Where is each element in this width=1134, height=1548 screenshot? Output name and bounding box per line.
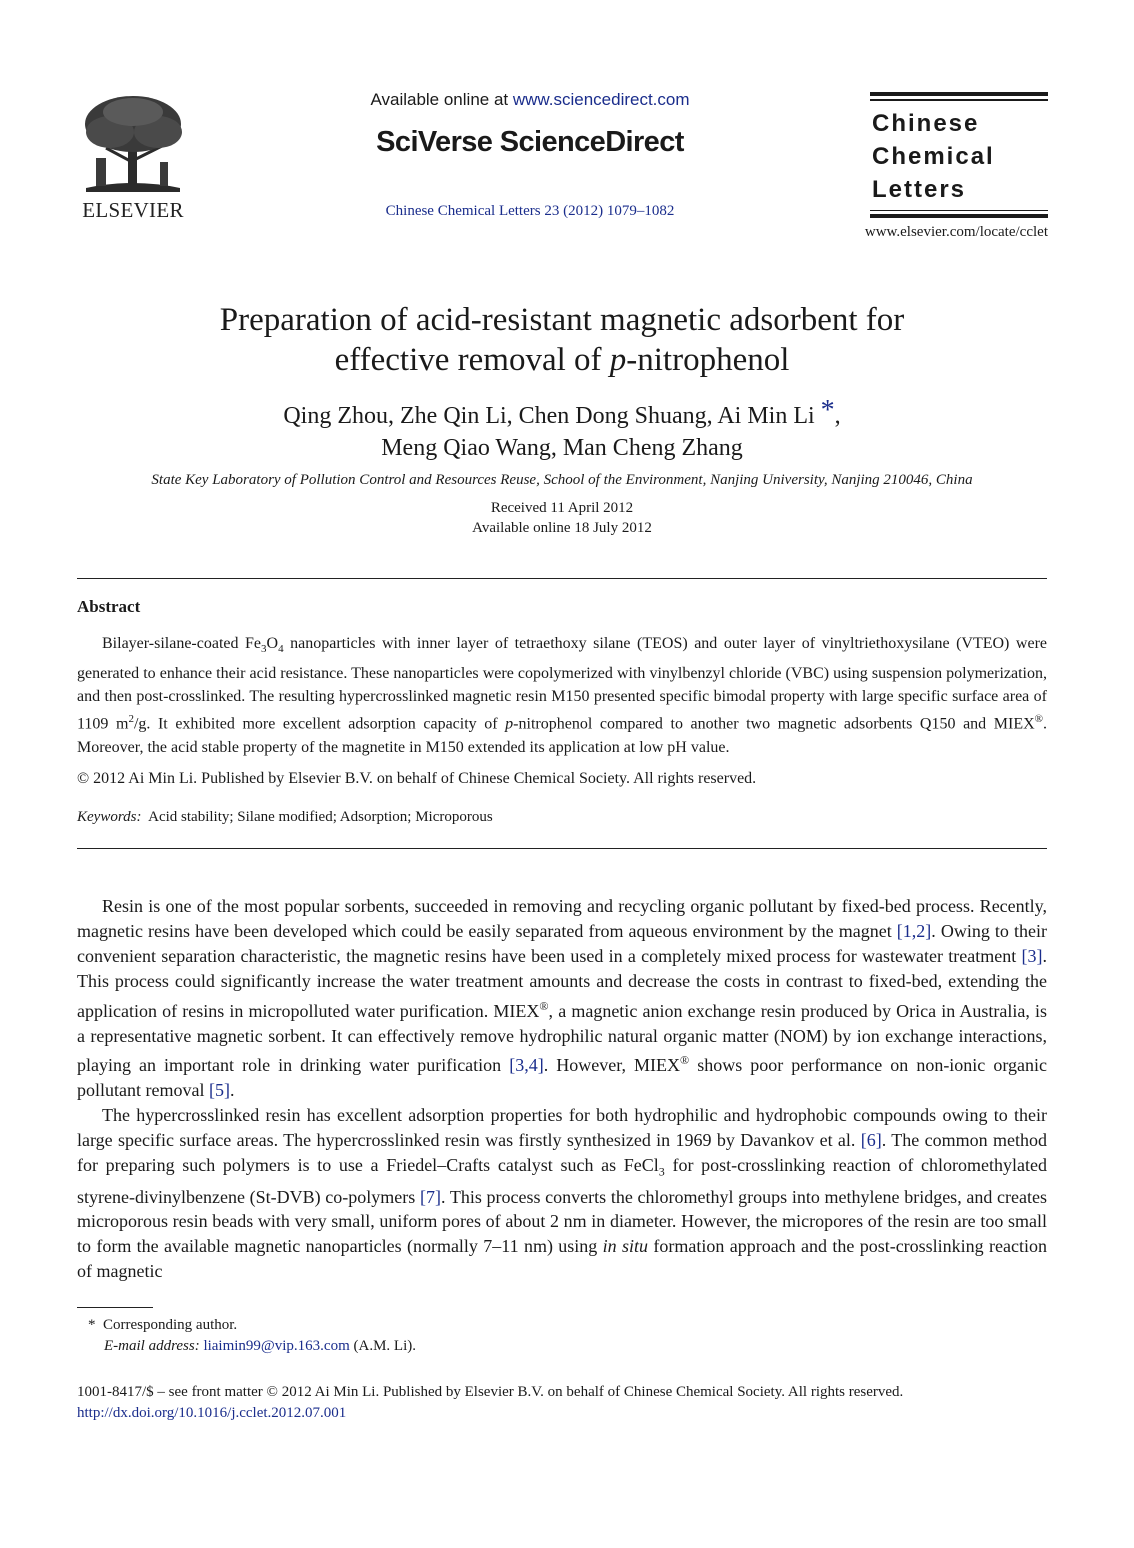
abstract-copyright: © 2012 Ai Min Li. Published by Elsevier B.V. on behalf of Chinese Chemical Society. All rights reserved.	[77, 770, 757, 787]
keywords-label: Keywords:	[77, 809, 142, 825]
journal-reference-link[interactable]: Chinese Chemical Letters 23 (2012) 1079–1082	[385, 203, 675, 219]
citation-link-5[interactable]: [5]	[208, 1080, 230, 1101]
platform-name: SciVerse ScienceDirect	[376, 126, 684, 158]
citation-link-1-2[interactable]: [1,2]	[896, 920, 932, 941]
abstract-bottom-divider	[77, 848, 1047, 849]
author-email-note: E-mail address: liaimin99@vip.163.com (A.M. Li).	[104, 1338, 416, 1354]
author-email-link[interactable]: liaimin99@vip.163.com	[203, 1338, 350, 1354]
available-online-date: Available online 18 July 2012	[472, 520, 652, 536]
journal-masthead	[870, 92, 1048, 218]
corresponding-author-note: * Corresponding author.	[88, 1317, 238, 1333]
body-paragraph-2: The hypercrosslinked resin has excellent adsorption properties for both hydrophilic and hydrophobic compounds owing to their large specific surface areas. The hypercrosslinked resin was firstly synthesized in 1969 by Davankov et al. [6]. The common method for preparing such polymers is to use a Friedel–Crafts catalyst such as FeCl$_3$ for post-crosslinking reaction of chloromethylated styrene-divinylbenzene (St-DVB) co-polymers [7]. This process converts the chloromethyl groups into methylene bridges, and creates microporous resin beads with very small, uniform pores of about 2 nm in diameter. However, the micropores of the resin are too small to form the available magnetic nanoparticles (normally 7–11 nm) using in situ formation approach and the post-crosslinking reaction of magnetic	[77, 1105, 1048, 1282]
corresponding-author-mark[interactable]: *	[820, 395, 835, 426]
authors-line-2: Meng Qiao Wang, Man Cheng Zhang	[381, 435, 743, 461]
available-prefix: Available online at	[370, 90, 513, 109]
author-list	[100, 395, 1024, 464]
authors-line-1: Qing Zhou, Zhe Qin Li, Chen Dong Shuang, Ai Min Li *,	[283, 395, 841, 429]
title-line-2: effective removal of p-nitrophenol	[334, 342, 790, 378]
abstract-top-divider	[77, 578, 1047, 579]
sciencedirect-link[interactable]: www.sciencedirect.com	[512, 90, 690, 109]
journal-homepage-link[interactable]: www.elsevier.com/locate/cclet	[864, 224, 1048, 240]
doi-link[interactable]: http://dx.doi.org/10.1016/j.cclet.2012.07.001	[77, 1405, 347, 1421]
journal-name-line-2: Chemical	[872, 142, 995, 170]
publisher-logo-text: ELSEVIER	[82, 198, 184, 222]
citation-link-3-4[interactable]: [3,4]	[509, 1055, 544, 1076]
copyright-icon: ©	[266, 1384, 278, 1400]
citation-link-3[interactable]: [3]	[1021, 945, 1043, 966]
article-body	[77, 894, 1047, 1284]
journal-name-line-3: Letters	[872, 175, 967, 203]
affiliation: State Key Laboratory of Pollution Control and Resources Reuse, School of the Environment, Nanjing University, Nanjing 210046, China	[151, 472, 973, 488]
keywords-list: Acid stability; Silane modified; Adsorption; Microporous	[148, 809, 493, 825]
front-matter-line: 1001-8417/$ – see front matter © 2012 Ai Min Li. Published by Elsevier B.V. on behalf of Chinese Chemical Society. All rights reserved.	[77, 1384, 904, 1400]
abstract-body: Bilayer-silane-coated $Fe_3O_4$ nanoparticles with inner layer of tetraethoxy silane (TEOS) and outer layer of vinyltriethoxysilane (VTEO) were generated to enhance their acid resistance. These nanoparticles were copolymerized with vinylbenzyl chloride (VBC) using suspension polymerization, and then post-crosslinked. The resulting hypercrosslinked magnetic resin M150 presented specific bimodal property with large specific surface area of 1109 $m^2/g$. It exhibited more excellent adsorption capacity of p-nitrophenol compared to another two magnetic adsorbents Q150 and MIEX®. Moreover, the acid stable property of the magnetite in M150 extended its application at low pH value.	[77, 635, 1047, 757]
keywords	[77, 809, 493, 826]
article-title	[100, 300, 1024, 380]
journal-name-line-1: Chinese	[872, 109, 980, 137]
footnote-divider	[77, 1307, 153, 1308]
title-line-1: Preparation of acid-resistant magnetic adsorbent for	[219, 302, 905, 338]
citation-link-6[interactable]: [6]	[860, 1130, 882, 1151]
citation-link-7[interactable]: [7]	[419, 1186, 441, 1207]
available-online-line	[300, 90, 760, 110]
tree-icon	[76, 92, 190, 196]
body-paragraph-1: Resin is one of the most popular sorbents, succeeded in removing and recycling organic pollutant by fixed-bed process. Recently, magnetic resins have been developed which could be easily separated from aqueous environment by the magnet [1,2]. Owing to their convenient separation characteristic, the magnetic resins have been used in a completely mixed process for wastewater treatment [3]. This process could significantly increase the water treatment amounts and decrease the costs in contrast to fixed-bed, extending the application of resins in micropolluted water purification. MIEX®, a magnetic anion exchange resin produced by Orica in Australia, is a representative magnetic sorbent. It can effectively remove hydrophilic natural organic matter (NOM) by ion exchange interactions, playing an important role in drinking water purification [3,4]. However, MIEX® shows poor performance on non-ionic organic pollutant removal [5].	[77, 896, 1048, 1101]
abstract-heading: Abstract	[77, 597, 141, 616]
copyright-icon: ©	[77, 770, 90, 787]
article-dates	[300, 498, 824, 538]
received-date: Received 11 April 2012	[490, 500, 634, 516]
